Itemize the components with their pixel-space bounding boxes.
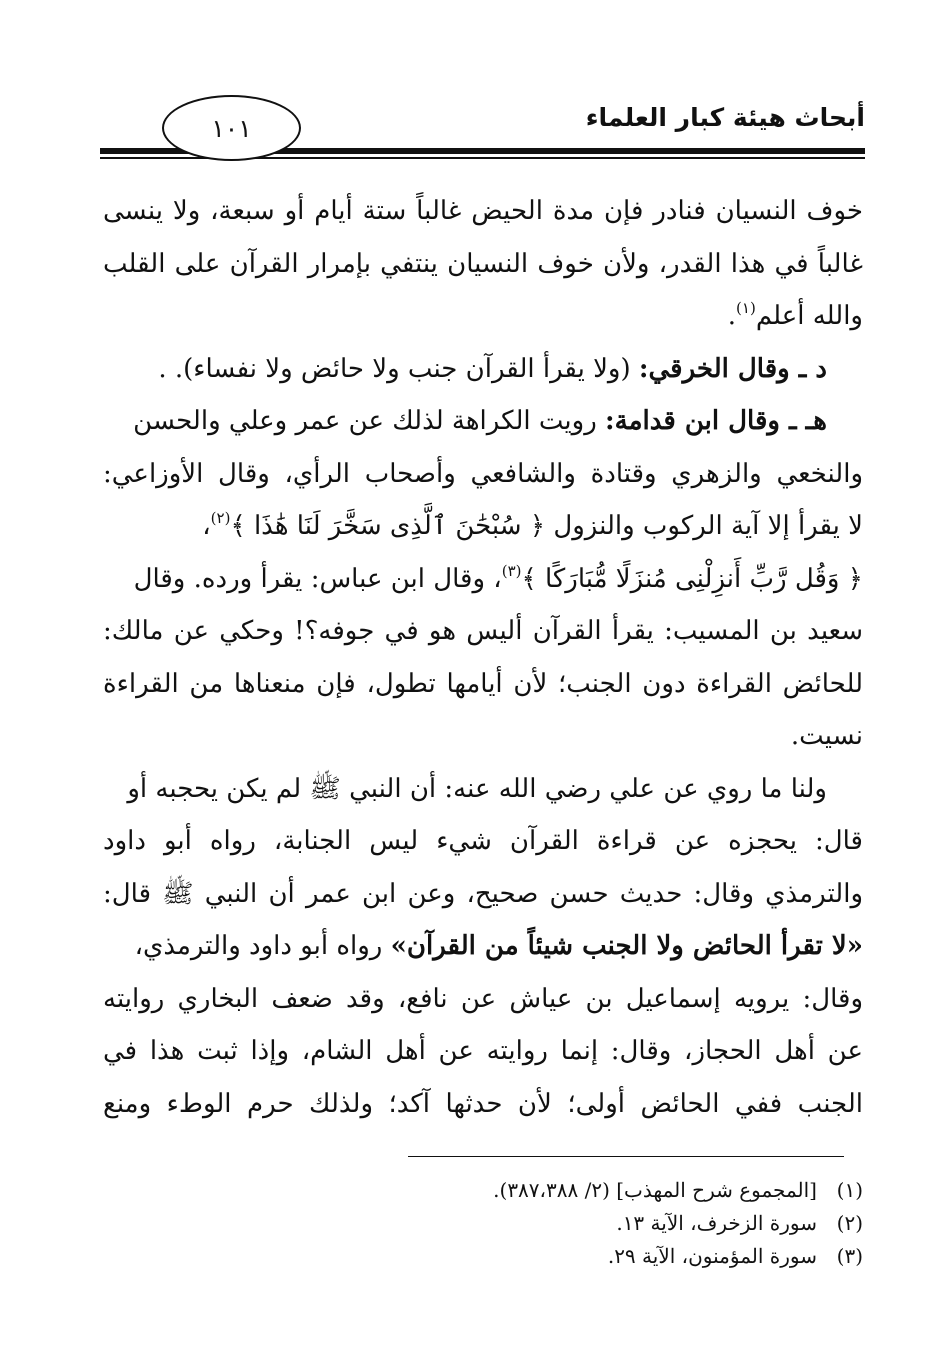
ibn-qudama-label: هـ ـ وقال ابن قدامة: — [605, 406, 827, 436]
text-line-14: والترمذي وقال: حديث حسن صحيح، وعن ابن عمر أن النبي ﷺ قال: — [103, 878, 863, 909]
footnote-ref-2: (٢) — [210, 509, 231, 527]
footnote-1 — [343, 1174, 863, 1207]
line-7-text: لا يقرأ إلا آية الركوب والنزول ﴿ سُبْحَٰنَ ٱلَّذِى سَخَّرَ لَنَا هَٰذَا ﴾ — [230, 511, 863, 541]
text-line-2: غالباً في هذا القدر، ولأن خوف النسيان ينتفي بإمرار القرآن على القلب — [103, 248, 863, 279]
line-7-end: ، — [202, 511, 211, 541]
text-line-7 — [103, 500, 863, 553]
footnote-2 — [343, 1207, 863, 1240]
text-line-6: والنخعي والزهري وقتادة والشافعي وأصحاب الرأي، وقال الأوزاعي: — [103, 458, 863, 489]
text-line-10: للحائض القراءة دون الجنب؛ لأن أيامها تطول، فإن منعناها من القراءة — [103, 668, 863, 699]
footnote-ref-1: (١) — [736, 299, 756, 317]
text-line-15 — [103, 920, 863, 973]
text-line-12: ولنا ما روي عن علي رضي الله عنه: أن النبي ﷺ لم يكن يحجبه أو — [127, 773, 827, 804]
kharqi-quote: (ولا يقرأ القرآن جنب ولا حائض ولا نفساء). . — [158, 353, 639, 384]
page-number: ١٠١ — [211, 113, 252, 143]
text-line-18: الجنب ففي الحائض أولى؛ لأن حدثها آكد؛ ولذلك حرم الوطء ومنع — [103, 1088, 863, 1119]
footnote-text: [المجموع شرح المهذب] (٢/ ٣٨٧،٣٨٨). — [493, 1178, 817, 1202]
footnote-text: سورة المؤمنون، الآية ٢٩. — [607, 1244, 817, 1268]
footnote-ref-3: (٣) — [501, 561, 522, 580]
text-line-8 — [103, 553, 863, 606]
running-title: أبحاث هيئة كبار العلماء — [585, 103, 865, 132]
footnote-number: (٢) — [836, 1211, 863, 1235]
page-header — [100, 95, 865, 175]
body-text — [103, 185, 863, 1130]
quran-verse: ﴿ وَقُل رَّبِّ أَنزِلْنِى مُنزَلًا مُّبَارَكًا ﴾ — [521, 563, 863, 594]
line-8-end: ، وقال ابن عباس: يقرأ ورده. وقال — [133, 563, 502, 594]
kharqi-label: د ـ وقال الخرقي: — [638, 353, 827, 384]
footnote-number: (٣) — [836, 1244, 863, 1268]
text-line-11: نسيت. — [790, 721, 863, 751]
page-number-oval — [162, 95, 301, 161]
line-15-text: رواه أبو داود والترمذي، — [134, 931, 391, 961]
text-line-4 — [103, 343, 863, 396]
footnote-text: سورة الزخرف، الآية ١٣. — [616, 1211, 817, 1235]
text-line-9: سعيد بن المسيب: يقرأ القرآن أليس هو في جوفه؟! وحكي عن مالك: — [103, 616, 863, 646]
line-3-end: . — [727, 301, 737, 331]
text-line-13: قال: يحجزه عن قراءة القرآن شيء ليس الجنابة، رواه أبو داود — [103, 826, 863, 856]
hadith-quote: «لا تقرأ الحائض ولا الجنب شيئاً من القرآن» — [390, 931, 863, 961]
text-line-1: خوف النسيان فنادر فإن مدة الحيض غالباً ستة أيام أو سبعة، ولا ينسى — [103, 196, 863, 226]
footnote-separator — [408, 1156, 844, 1157]
text-line-16: وقال: يرويه إسماعيل بن عياش عن نافع، وقد ضعف البخاري روايته — [103, 983, 863, 1014]
footnote-3 — [343, 1240, 863, 1273]
line-3-text: والله أعلم — [755, 301, 863, 331]
text-line-5 — [103, 395, 863, 448]
text-line-3 — [103, 290, 863, 343]
text-line-17: عن أهل الحجاز، وقال: إنما روايته عن أهل الشام، وإذا ثبت هذا في — [103, 1036, 863, 1066]
ibn-qudama-text: رويت الكراهة لذلك عن عمر وعلي والحسن — [133, 406, 606, 436]
footnotes — [343, 1174, 863, 1273]
footnote-number: (١) — [836, 1178, 863, 1202]
